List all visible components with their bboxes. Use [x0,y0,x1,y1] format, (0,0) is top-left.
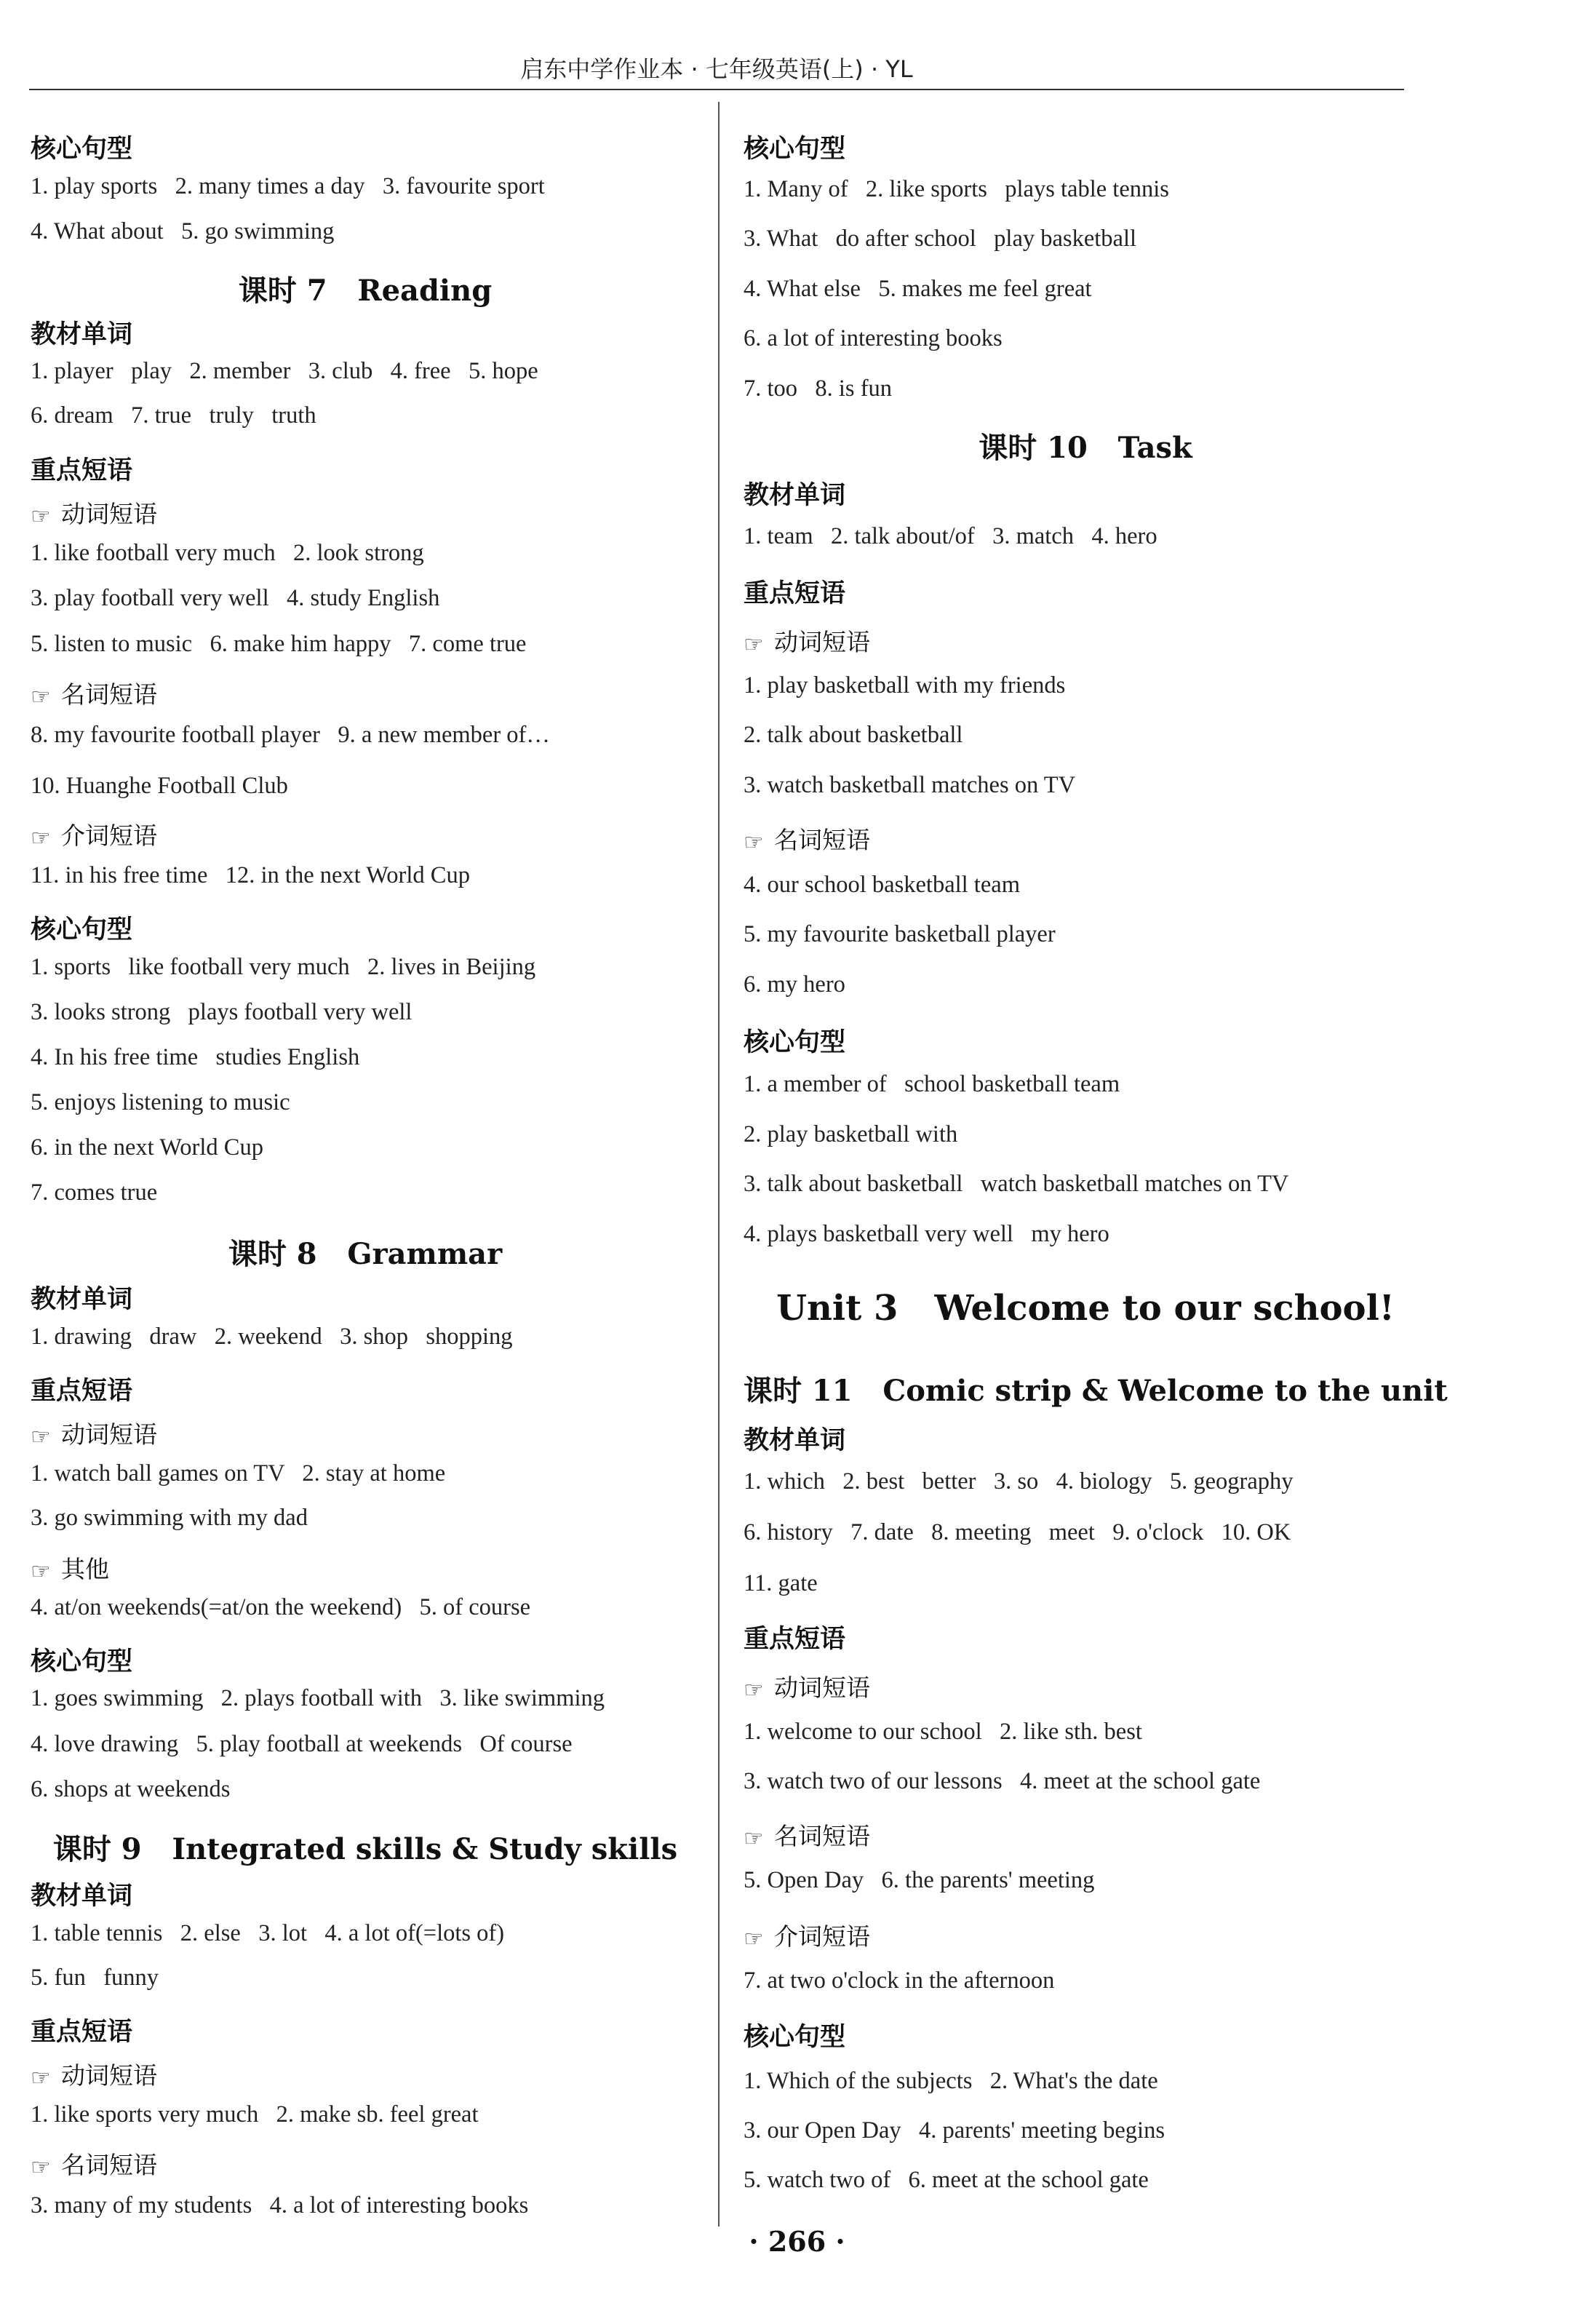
text: 名词短语 [61,680,157,709]
text: 核心句型 [744,2023,846,2052]
text: 4. at/on weekends(=at/on the weekend) 5. of course [31,1594,531,1620]
answer-line [31,1460,445,1487]
text: 1. like football very much 2. look strong [31,540,424,566]
section-heading [744,1420,845,1457]
text: 1. a member of school basketball team [744,1071,1120,1097]
text: 教材单词 [31,320,133,349]
answer-line [31,954,535,981]
section-heading [31,1279,132,1316]
text: 课时 7 Reading [238,274,493,308]
text: 1. team 2. talk about/of 3. match 4. hero [744,523,1157,549]
section-heading [31,1641,132,1678]
subsection-label [744,821,870,856]
text: 核心句型 [744,1028,846,1057]
text: 5. watch two of 6. meet at the school gate [744,2167,1149,2193]
text: 1. Many of 2. like sports plays table tennis [744,176,1169,202]
text: Unit 3 Welcome to our school! [776,1288,1395,1329]
pointing-hand-icon: ☞ [744,1926,764,1952]
pointing-hand-icon: ☞ [744,1677,764,1703]
text: 核心句型 [31,135,133,164]
answer-line [744,1967,1054,1994]
text: 重点短语 [744,579,846,608]
answer-line [31,2101,479,2128]
answer-line [31,173,545,200]
answer-line [31,218,334,245]
text: 3. talk about basketball watch basketball matches on TV [744,1171,1289,1197]
text: 课时 10 Task [979,431,1192,465]
answer-line [744,1468,1294,1495]
text: 1. Which of the subjects 2. What's the date [744,2068,1158,2094]
section-heading [31,910,132,946]
section-heading [744,573,845,610]
answer-line [744,1519,1291,1546]
subsection-label [31,2057,157,2091]
answer-line [31,1044,359,1071]
answer-line [31,585,439,612]
text: 3. watch two of our lessons 4. meet at the school gate [744,1768,1261,1794]
answer-line [744,375,892,402]
lesson-title [744,425,1427,466]
text: 课时 8 Grammar [228,1237,503,1271]
section-heading [744,2017,845,2053]
text: 名词短语 [774,826,870,854]
text: 6. in the next World Cup [31,1134,263,1161]
section-heading [744,475,845,512]
text: 1. like sports very much 2. make sb. feel great [31,2101,479,2128]
text: 动词短语 [61,2061,157,2090]
section-heading [31,2012,132,2048]
subsection-label [31,496,157,530]
answer-line [31,1134,263,1161]
subsection-label [31,817,157,851]
text: 6. shops at weekends [31,1776,231,1802]
text: 4. What else 5. makes me feel great [744,276,1092,302]
text: 5. listen to music 6. make him happy 7. come true [31,631,527,657]
subsection-label [31,2146,157,2181]
text: 3. play football very well 4. study English [31,585,440,611]
text: 重点短语 [31,2018,133,2047]
text: 3. many of my students 4. a lot of interesting books [31,2192,529,2218]
answer-line [744,1867,1094,1894]
text: 动词短语 [774,1674,870,1702]
answer-line [744,921,1056,948]
answer-line [744,1570,818,1597]
lesson-title [31,1231,700,1273]
answer-line [744,971,845,998]
subsection-label [31,1416,157,1450]
section-heading [31,129,132,165]
answer-line [744,722,963,749]
answer-line [31,999,412,1026]
text: 3. go swimming with my dad [31,1505,308,1531]
subsection-label [31,1551,109,1585]
answer-line [31,358,538,385]
text: 教材单词 [744,1426,846,1455]
section-heading [31,314,132,351]
text: 1. goes swimming 2. plays football with 3. like swimming [31,1685,605,1711]
text: 1. play sports 2. many times a day 3. favourite sport [31,173,545,199]
section-heading [744,129,845,165]
text: 3. looks strong plays football very well [31,999,413,1025]
pointing-hand-icon: ☞ [744,1826,764,1852]
answer-line [744,2167,1149,2194]
section-heading [744,1022,845,1059]
text: 4. our school basketball team [744,872,1020,898]
text: 介词短语 [774,1922,870,1951]
text: 5. enjoys listening to music [31,1089,290,1115]
pointing-hand-icon: ☞ [31,1559,51,1585]
text: 重点短语 [31,1377,133,1406]
answer-line [31,1324,513,1350]
text: 2. talk about basketball [744,722,963,748]
answer-line [31,773,288,800]
subsection-label [744,1818,870,1852]
text: 2. play basketball with [744,1121,958,1147]
answer-line [31,1776,230,1803]
answer-line [744,176,1169,203]
text: 11. gate [744,1570,818,1596]
answer-line [31,1731,573,1758]
answer-line [31,1685,605,1712]
pointing-hand-icon: ☞ [31,504,51,530]
answer-line [744,1719,1142,1746]
answer-line [31,402,316,429]
text: 10. Huanghe Football Club [31,773,288,799]
section-heading [31,450,132,487]
text: 教材单词 [744,481,846,510]
lesson-title [744,1368,1448,1409]
text: 1. which 2. best better 3. so 4. biology 5. geography [744,1468,1294,1495]
lesson-title [31,1826,700,1868]
text: 4. In his free time studies English [31,1044,360,1070]
answer-line [744,2068,1158,2095]
text: 1. table tennis 2. else 3. lot 4. a lot of(=lots of) [31,1920,505,1946]
pointing-hand-icon: ☞ [31,1424,51,1450]
pointing-hand-icon: ☞ [744,632,764,658]
text: 1. drawing draw 2. weekend 3. shop shopping [31,1324,513,1350]
page-number: · 266 · [749,2225,845,2258]
text: 3. watch basketball matches on TV [744,772,1076,798]
text: 课时 9 Integrated skills & Study skills [52,1832,678,1866]
text: 4. What about 5. go swimming [31,218,335,244]
subsection-label [744,1918,870,1952]
text: 重点短语 [31,456,133,485]
text: 核心句型 [31,1647,133,1676]
pointing-hand-icon: ☞ [744,829,764,856]
text: 名词短语 [774,1822,870,1850]
answer-line [31,540,424,567]
text: 11. in his free time 12. in the next World Cup [31,862,470,888]
answer-line [31,862,470,889]
page-header: 启东中学作业本 · 七年级英语(上) · YL [520,55,913,83]
text: 5. fun funny [31,1965,159,1991]
answer-line [31,2192,528,2219]
answer-line [31,1089,290,1116]
text: 4. love drawing 5. play football at weekends Of course [31,1731,573,1757]
text: 6. my hero [744,971,845,998]
answer-line [744,1768,1260,1795]
answer-line [31,722,550,749]
text: 名词短语 [61,2151,157,2179]
text: 重点短语 [744,1625,846,1654]
pointing-hand-icon: ☞ [31,2065,51,2091]
unit-title [744,1288,1427,1329]
pointing-hand-icon: ☞ [31,825,51,851]
answer-line [744,523,1157,550]
section-heading [31,1876,132,1912]
text: 动词短语 [61,1420,157,1449]
answer-line [31,631,526,658]
text: 核心句型 [31,915,133,944]
answer-line [744,672,1065,699]
text: 3. What do after school play basketball [744,226,1137,252]
text: 7. too 8. is fun [744,375,893,402]
text: 6. a lot of interesting books [744,325,1003,351]
answer-line [744,1221,1109,1248]
section-heading [31,1371,132,1407]
text: 7. at two o'clock in the afternoon [744,1967,1055,1994]
column-divider [718,102,720,2226]
text: 8. my favourite football player 9. a new member of… [31,722,550,748]
text: 4. plays basketball very well my hero [744,1221,1109,1247]
text: 1. watch ball games on TV 2. stay at home [31,1460,446,1487]
answer-line [744,1121,957,1148]
text: 动词短语 [774,628,870,656]
answer-line [31,1594,530,1621]
text: 教材单词 [31,1882,133,1911]
text: 5. my favourite basketball player [744,921,1056,947]
answer-line [744,226,1136,252]
text: 6. dream 7. true truly truth [31,402,316,429]
text: 1. welcome to our school 2. like sth. best [744,1719,1142,1745]
lesson-title [31,268,700,309]
answer-line [744,2117,1165,2144]
subsection-label [31,676,157,710]
text: 1. play basketball with my friends [744,672,1066,699]
text: 6. history 7. date 8. meeting meet 9. o'clock 10. OK [744,1519,1291,1545]
header-rule [29,89,1404,90]
section-heading [744,1619,845,1655]
text: 其他 [61,1555,109,1583]
subsection-label [744,624,870,658]
text: 3. our Open Day 4. parents' meeting begins [744,2117,1165,2144]
answer-line [744,1171,1288,1198]
answer-line [744,772,1075,799]
answer-line [31,1920,504,1947]
answer-line [31,1965,159,1991]
text: 5. Open Day 6. the parents' meeting [744,1867,1095,1893]
text: 动词短语 [61,500,157,528]
answer-line [744,325,1003,352]
answer-line [744,1071,1120,1098]
text: 课时 11 Comic strip & Welcome to the unit [744,1374,1448,1408]
text: 介词短语 [61,821,157,850]
pointing-hand-icon: ☞ [31,2154,51,2181]
answer-line [31,1179,157,1206]
subsection-label [744,1669,870,1703]
text: 1. player play 2. member 3. club 4. free 5. hope [31,358,538,384]
answer-line [744,276,1092,303]
text: 1. sports like football very much 2. lives in Beijing [31,954,536,980]
text: 核心句型 [744,135,846,164]
text: 7. comes true [31,1179,158,1206]
answer-line [31,1505,308,1532]
answer-line [744,872,1020,899]
text: 教材单词 [31,1285,133,1314]
pointing-hand-icon: ☞ [31,684,51,710]
